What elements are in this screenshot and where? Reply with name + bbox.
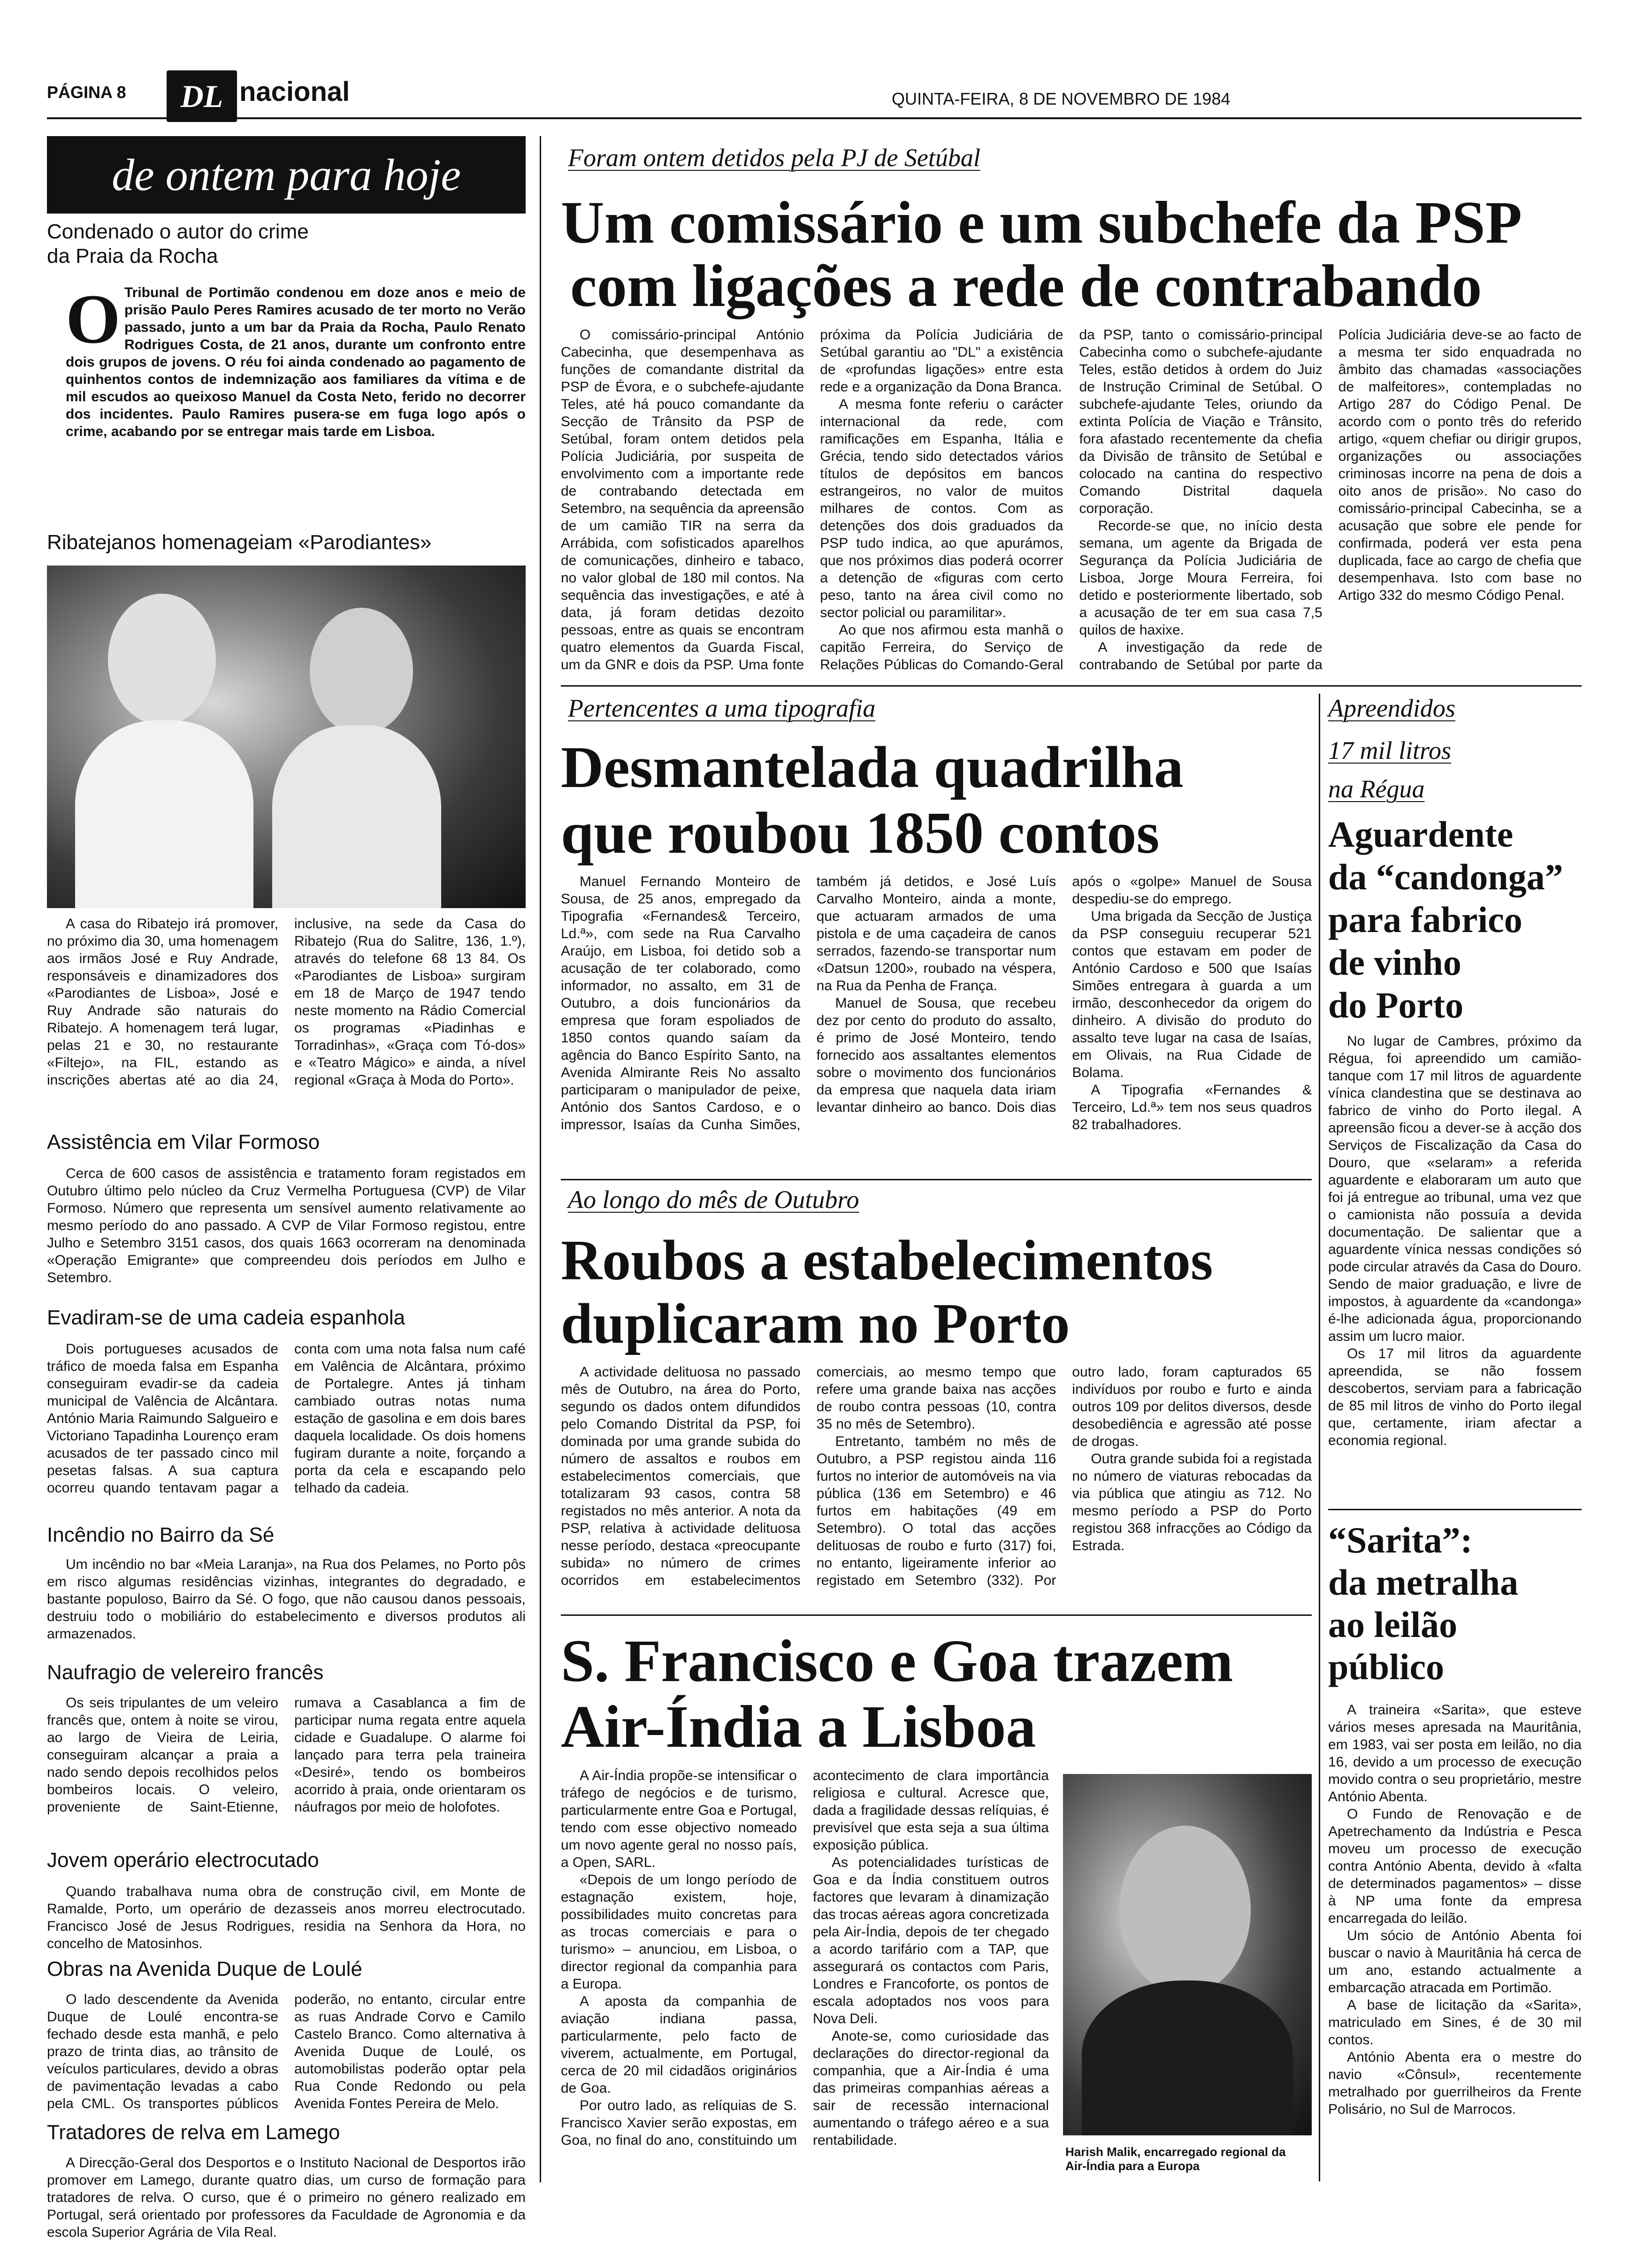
- photo-caption: Harish Malik, encarregado regional da Air-Índia para a Europa: [1065, 2145, 1286, 2173]
- story-roubos-text: A actividade delituosa no passado mês de Outubro, na área do Porto, segundo os dados ontem difundidos pelo Comando Distrital da PSP, foi dominada por uma grande subida do número de assaltos e roubos em estabelecimentos comerciais, que totalizaram 93 casos, contra 58 registados no mês anterior. A nota da PSP, relativa à actividade delituosa nesse período, destaca «preocupante subida» no número de crimes ocorridos em estabelecimentos comerciais, ao mesmo tempo que refere uma grande baixa nas acções de roubo contra pessoas (10, contra 35 no mês de Setembro).: [561, 1364, 1056, 1588]
- sidebar-item-text: Cerca de 600 casos de assistência e tratamento foram registados em Outubro último pelo núcleo da Cruz Vermelha Portuguesa (CVP) de Vilar Formoso. Número que representa um sensível aumento relativamente ao mesmo período do ano passado. A CVP de Vilar Formoso registou, entre Julho e Setembro 3151 casos, dos quais 1663 ocorreram na denominada «Operação Emigrante» que compreendeu dois períodos em Julho e Setembro.: [47, 1166, 526, 1285]
- logo: [167, 70, 237, 122]
- story-psp-text: A mesma fonte referiu o carácter internacional da rede, com ramificações em Espanha, Itália e Grécia, tendo sido detectados vários títulos de depósitos em bancos estrangeiros, no valor de muitos milhares de contos. Com as detenções dos dois graduados da PSP tudo indica, ao que apurámos, que nos próximos dias poderá ocorrer a detenção de «figuras com certo peso, tanto na área civil como no sector policial ou paramilitar».: [820, 397, 1063, 620]
- section-name: nacional: [239, 76, 350, 107]
- story-aguardente-kicker: na Régua: [1328, 775, 1425, 803]
- story-sarita-text: A base de licitação da «Sarita», matriculado em Sines, é de 30 mil contos.: [1328, 1997, 1582, 2048]
- story-roubos-headline-1: Roubos a estabelecimentos: [561, 1229, 1213, 1292]
- story-sarita-body: [1328, 1701, 1582, 2175]
- sidebar-item-text: Tribunal de Portimão condenou em doze anos e meio de prisão Paulo Peres Ramires acusado de ter morto no Verão passado, junto a um bar da Praia da Rocha, Paulo Renato Rodrigues Costa, de 21 anos, durante um confronto entre dois grupos de jovens. O réu foi ainda condenado ao pagamento de quinhentos contos de indemnização aos familiares da vítima e de mil escudos ao queixoso Manuel da Costa Neto, ferido no decorrer dos incidentes. Paulo Ramires pusera-se em fuga logo após o crime, acabando por se entregar mais tarde em Lisboa.: [66, 285, 526, 439]
- sidebar: [47, 136, 526, 2240]
- drop-cap: O: [66, 280, 121, 358]
- story-airindia-text: «Depois de um longo período de estagnação existem, hoje, possibilidades muito concretas para as trocas comerciais e para o turismo» – anunciou, em Lisboa, o director regional da companhia para a Europa.: [561, 1872, 797, 1992]
- story-roubos-body: [561, 1363, 1312, 1607]
- sidebar-item-text: Dois portugueses acusados de tráfico de moeda falsa em Espanha conseguiram evadir-se da cadeia municipal de Valência de Alcântara. António Maria Raimundo Salgueiro e Victoriano Tapadinha Lourenço eram acusados de ter passado cinco mil pesetas falsas. A sua captura ocorreu quando tentavam pagar a conta com uma nota falsa num café em Valência de Alcântara, próximo de Portalegre. Antes já tinham cambiado outras notas numa estação de gasolina e em dois bares daquela localidade. Os dois homens fugiram durante a noite, forçando a porta da cela e escapando pelo telhado da cadeia.: [47, 1341, 526, 1496]
- sidebar-item-title: Jovem operário electrocutado: [47, 1849, 319, 1872]
- sidebar-item-text: Um incêndio no bar «Meia Laranja», na Rua dos Pelames, no Porto pôs em risco algumas residências vizinhas, integrantes do degradado, e bastante populoso, Bairro da Sé. O fogo, que não causou danos pessoais, destruiu todo o mobiliário do estabelecimento e diversos produtos ali armazenados.: [47, 1557, 526, 1642]
- story-aguardente-body: [1328, 1032, 1582, 1502]
- story-quadrilha-body: [561, 873, 1312, 1164]
- story-airindia-headline-1: S. Francisco e Goa trazem: [561, 1628, 1233, 1694]
- story-divider: [561, 1179, 1312, 1180]
- story-psp-text: O comissário-principal António Cabecinha, que desempenhava as funções de comandante distrital da PSP de Évora, e o subchefe-ajudante Teles, até há pouco comandante da Secção de Trânsito da PSP de Setúbal, foram ontem detidos pela Polícia Judiciária, por suspeita de envolvimento com a importante rede de contrabando detectada em Setembro, na sequência da apreensão de um camião TIR na serra da Arrábida, com sofisticados aparelhos de comunicações, dinheiro e tabaco, no valor global de 180 mil contos. Na sequência das investigações, e até à data, já foram detidas dezoito pessoas, entre as quais se encontram quatro elementos da Guarda Fiscal, um da GNR e dois da PSP. Uma fonte próxima da Polícia Judiciária de Setúbal garantiu ao "DL" a existência de «profundas ligações» entre esta rede e a organização da Dona Branca.: [561, 327, 1063, 673]
- story-aguardente-headline: Aguardente: [1328, 814, 1514, 855]
- sidebar-item-body: [47, 1556, 526, 1661]
- sidebar-item-title: Naufragio de velereiro francês: [47, 1661, 324, 1684]
- story-airindia-text: A aposta da companhia de aviação indiana passa, particularmente, pelo facto de viverem, actualmente, em Portugal, cerca de 20 mil cidadãos originários de Goa.: [561, 1994, 797, 2096]
- story-sarita-text: O Fundo de Renovação e de Apetrechamento da Indústria e Pesca moveu um processo de execução contra António Abenta, devido à «falta de determinados pagamentos» – disse à NP uma fonte da empresa encarregada do leilão.: [1328, 1806, 1582, 1926]
- story-sarita-headline: da metralha: [1328, 1562, 1519, 1603]
- story-psp-text: Recorde-se que, no início desta semana, um agente da Brigada de Segurança da Polícia Judiciária de Lisboa, Jorge Moura Ferreira, foi detido e posteriormente libertado, sob a acusação de ter em sua casa 7,5 quilos de haxixe.: [1079, 518, 1323, 638]
- sidebar-item-text: Os seis tripulantes de um veleiro francês que, ontem à noite se virou, ao largo de Vieira de Leiria, conseguiram alcançar a praia a nado sendo depois recolhidos pelos bombeiros locais. O veleiro, proveniente de Saint-Etienne, rumava a Casablanca a fim de participar numa regata entre aquela cidade e Guadalupe. O alarme foi lançado para terra pela traineira «Desiré», tendo os bombeiros acorrido à praia, onde orientaram os náufragos por meio de holofotes.: [47, 1695, 526, 1815]
- story-sarita-headline: público: [1328, 1646, 1445, 1687]
- story-airindia-text: As potencialidades turísticas de Goa e da Índia constituem outros factores que levaram à dinamização das trocas aéreas agora concretizada pela Air-Índia, depois de ter chegado a acordo tarifário com a TAP, que assegurará os contactos com Paris, Londres e Francoforte, os pontos de escala adoptados nos voos para Nova Deli.: [813, 1855, 1049, 2026]
- story-aguardente-text: No lugar de Cambres, próximo da Régua, foi apreendido um camião-tanque com 17 mil litros de aguardente vínica clandestina que se destinava ao fabrico de vinho do Porto ilegal. A apreensão ficou a dever-se à acção dos Serviços de Fiscalização da Casa do Douro, que «selaram» a referida aguardente e elaboraram um auto que foi já entregue ao tribunal, uma vez que o camionista não possuía a devida documentação. De salientar que a aguardente vínica nessas condições só pode circular através da Casa do Douro. Sendo de maior graduação, e livre de impostos, à aguardente da «candonga» é-lhe adicionada água, proporcionando assim um lucro maior.: [1328, 1033, 1582, 1344]
- story-quadrilha-text: Manuel Fernando Monteiro de Sousa, de 25 anos, empregado da Tipografia «Fernandes& Terceiro, Ld.ª», com sede na Rua Carvalho Araújo, em Lisboa, foi detido sob a acusação de ter colaborado, como informador, no assalto, em 31 de Outubro, a dois funcionários da empresa que foram espoliados de 1850 contos quando saíam da agência do Banco Espírito Santo, na Avenida Almirante Reis No assalto participaram o manipulador de peixe, António dos Santos Cardoso, e o impressor, Isaías da Cunha Simões, também já detidos, e José Luís Carvalho Monteiro, ainda a monte, que actuaram armados de uma pistola e de uma caçadeira de canos serrados, fazendo-se transportar num «Datsun 1200», roubado na véspera, na Rua da Penha de França.: [561, 874, 1056, 1132]
- issue-date: QUINTA-FEIRA, 8 DE NOVEMBRO DE 1984: [892, 89, 1231, 108]
- story-divider: [561, 685, 1582, 687]
- story-sarita-headline: ao leilão: [1328, 1604, 1458, 1645]
- sidebar-banner: [47, 136, 526, 214]
- story-psp-body: [561, 326, 1582, 678]
- page-number: PÁGINA 8: [47, 83, 126, 102]
- sidebar-item-title: Condenado o autor do crime da Praia da Rocha: [47, 220, 309, 268]
- sidebar-item-text: A casa do Ribatejo irá promover, no próximo dia 30, uma homenagem aos irmãos José e Ruy Andrade, responsáveis e dinamizadores dos «Parodiantes de Lisboa», José e Ruy Andrade são naturais do Ribatejo. A homenagem terá lugar, pelas 21 e 30, no restaurante «Filtejo», na FIL, estando as inscrições abertas até ao dia 24, inclusive, na sede da Casa do Ribatejo (Rua do Salitre, 136, 1.º), através do telefone 68 13 84. Os «Parodiantes de Lisboa» surgiram em 18 de Março de 1947 tendo neste momento na Rádio Comercial os programas «Piadinhas e Torradinhas», «Graça com Tó-dos» e «Teatro Mágico» e ainda, a nível regional «Graça à Moda do Porto».: [47, 916, 526, 1088]
- story-quadrilha-headline-2: que roubou 1850 contos: [561, 801, 1160, 866]
- sidebar-item-body: [47, 1694, 526, 1849]
- sidebar-item-body: [66, 280, 526, 521]
- sidebar-item-body: [47, 1340, 526, 1524]
- sidebar-item-title: Ribatejanos homenageiam «Parodiantes»: [47, 531, 432, 554]
- story-roubos-text: Entretanto, também no mês de Outubro, a PSP registou ainda 116 furtos no interior de automóveis na via pública (136 em Setembro) e 46 furtos em habitações (49 em Setembro). O total das acções delituosas de roubo e furto (317) foi, no entanto, ligeiramente inferior ao registado em Setembro (332). Por outro lado, foram capturados 65 indivíduos por roubo e furto e ainda outros 109 por delitos diversos, desde desobediência e agressão até posse de drogas.: [816, 1364, 1312, 1588]
- story-roubos-headline-2: duplicaram no Porto: [561, 1292, 1070, 1355]
- sidebar-banner-text: de ontem para hoje: [112, 150, 461, 200]
- story-roubos-kicker: Ao longo do mês de Outubro: [568, 1185, 859, 1214]
- logo-letters: DL: [180, 78, 223, 114]
- story-psp-headline-2: com ligações a rede de contrabando: [570, 252, 1482, 319]
- story-psp-text: Ao que nos afirmou esta manhã o capitão Ferreira, do Serviço de Relações Públicas do Comando-Geral da PSP, tanto o comissário-principal Cabecinha como o subchefe-ajudante Teles, estão detidos à ordem do Juiz de Instrução Criminal de Setúbal. O subchefe-ajudante Teles, oriundo da extinta Polícia de Viação e Trânsito, fora afastado recentemente da chefia da Divisão de trânsito de Setúbal e colocado na cantina do respectivo Comando Distrital daquela corporação.: [820, 327, 1323, 673]
- story-roubos-text: Outra grande subida foi a registada no número de viaturas rebocadas da via pública que atingiu as 712. No mesmo período a PSP do Porto registou 368 infracções ao Código da Estrada.: [1072, 1451, 1312, 1553]
- sidebar-item-title: Obras na Avenida Duque de Loulé: [47, 1957, 362, 1980]
- story-aguardente-headline: de vinho: [1328, 942, 1461, 983]
- story-airindia-body: [561, 1767, 1049, 2171]
- photo-harish-malik: [1063, 1774, 1312, 2135]
- header-rule: [47, 117, 1582, 119]
- story-sarita-text: A traineira «Sarita», que esteve vários meses apresada na Mauritânia, em 1983, vai ser posta em leilão, no dia 16, devido a um processo de execução movido contra o seu proprietário, mestre António Abenta.: [1328, 1702, 1582, 1805]
- sidebar-item-body: [47, 1165, 526, 1306]
- sidebar-item-title: Tratadores de relva em Lamego: [47, 2121, 340, 2144]
- sidebar-item-text: O lado descendente da Avenida Duque de Loulé encontra-se fechado desde esta manhã, e pelo prazo de trinta dias, ao trânsito de veículos particulares, devido a obras de pavimentação levadas a cabo pela CML. Os transportes públicos poderão, no entanto, circular entre as ruas Andrade Corvo e Camilo Castelo Branco. Como alternativa à Avenida Duque de Loulé, os automobilistas poderão optar pela Rua Conde Redondo ou pela Avenida Fontes Pereira de Melo.: [47, 1992, 526, 2111]
- column-rule: [540, 136, 541, 2182]
- sidebar-item-body: [47, 1991, 526, 2127]
- sidebar-item-body: [47, 915, 526, 1131]
- story-aguardente-text: Os 17 mil litros da aguardente apreendida, se não fossem descobertos, serviam para a fabricação de 85 mil litros de vinho do Porto ilegal que, certamente, iriam afectar a economia regional.: [1328, 1346, 1582, 1448]
- story-divider: [1328, 1509, 1582, 1510]
- story-quadrilha-text: A Tipografia «Fernandes & Terceiro, Ld.ª» tem nos seus quadros 82 trabalhadores.: [1072, 1082, 1312, 1132]
- sidebar-item-title: Assistência em Vilar Formoso: [47, 1131, 320, 1154]
- story-airindia-text: Anote-se, como curiosidade das declarações do director-regional da companhia, que a Air-Índia é uma das primeiras companhias aéreas a sair de recessão internacional aumentando o tráfego aéreo e a sua rentabilidade.: [813, 2028, 1049, 2148]
- story-airindia-text: Por outro lado, as relíquias de S. Francisco Xavier serão expostas, em Goa, no final do ano, constituindo um acontecimento de clara importância religiosa e cultural. Acresce que, dada a fragilidade dessas relíquias, é previsível que esta seja a sua última exposição pública.: [561, 1768, 1049, 2148]
- sidebar-item-text: Quando trabalhava numa obra de construção civil, em Monte de Ramalde, Porto, um operário de dezasseis anos morreu electrocutado. Francisco José de Jesus Rodrigues, residia na Senhora da Hora, no concelho de Matosinhos.: [47, 1884, 526, 1951]
- story-sarita-headline: “Sarita”:: [1328, 1520, 1473, 1560]
- story-quadrilha-text: Manuel de Sousa, que recebeu dez por cento do produto do assalto, é primo de José Monteiro, tendo fornecido aos assaltantes elementos sobre o movimento dos funcionários da empresa que naquela data iriam levantar dinheiro ao banco. Dois dias após o «golpe» Manuel de Sousa despediu-se do emprego.: [816, 874, 1312, 1115]
- sidebar-item-text: A Direcção-Geral dos Desportos e o Instituto Nacional de Desportos irão promover em Lamego, durante quatro dias, um curso de formação para tratadores de relva. O curso, que é o primeiro no género realizado em Portugal, será orientado por professores da Faculdade de Agronomia e da escola Superior Agrária de Vila Real.: [47, 2155, 526, 2240]
- story-quadrilha-kicker: Pertencentes a uma tipografia: [568, 694, 876, 722]
- sidebar-item-title: Evadiram-se de uma cadeia espanhola: [47, 1306, 405, 1329]
- story-aguardente-headline: da “candonga”: [1328, 856, 1563, 897]
- story-aguardente-headline: do Porto: [1328, 985, 1464, 1025]
- sidebar-item-body: [47, 1883, 526, 1953]
- story-sarita-text: António Abenta era o mestre do navio «Cônsul», recentemente metralhado por guerrilheiros da Frente Polisário, no Sul de Marrocos.: [1328, 2049, 1582, 2117]
- story-psp-kicker: Foram ontem detidos pela PJ de Setúbal: [568, 144, 980, 172]
- story-divider: [561, 1614, 1312, 1616]
- story-psp-text: A investigação da rede de contrabando de Setúbal por parte da Polícia Judiciária deve-se ao facto de a mesma ter sido enquadrada no âmbito das chamadas «associações de malfeitores», contempladas no Artigo 287 do Código Penal. De acordo com o ponto três do referido artigo, «quem chefiar ou dirigir grupos, organizações ou associações criminosas incorre na pena de dois a oito anos de prisão». No caso do comissário-principal Cabecinha, se a acusação que sobre ele pende for confirmada, poderá ver esta pena duplicada, face ao cargo de chefia que desempenhava. Isto com base no Artigo 332 do mesmo Código Penal.: [1079, 327, 1582, 673]
- story-aguardente-headline: para fabrico: [1328, 899, 1522, 940]
- story-aguardente-kicker: 17 mil litros: [1328, 736, 1452, 765]
- story-quadrilha-headline-1: Desmantelada quadrilha: [561, 735, 1184, 800]
- story-airindia-text: A Air-Índia propõe-se intensificar o tráfego de negócios e de turismo, particularmente entre Goa e Portugal, tendo com esse objectivo nomeado um novo agente geral no nosso país, a Open, SARL.: [561, 1768, 797, 1870]
- sidebar-item-title: Incêndio no Bairro da Sé: [47, 1523, 275, 1546]
- story-quadrilha-text: Uma brigada da Secção de Justiça da PSP conseguiu recuperar 521 contos que estavam em poder de António Cardoso e 500 que Isaías Simões entregara à guarda a um irmão, desconhecedor da origem do dinheiro. A divisão do produto do assalto teve lugar na casa de Isaías, em Olivais, na Rua Cidade de Bolama.: [1072, 909, 1312, 1080]
- column-rule: [1319, 694, 1320, 2181]
- sidebar-item-body: [47, 2154, 526, 2248]
- story-airindia-headline-2: Air-Índia a Lisboa: [561, 1693, 1036, 1760]
- story-aguardente-kicker: Apreendidos: [1328, 694, 1455, 722]
- story-psp-headline-1: Um comissário e um subchefe da PSP: [561, 189, 1522, 256]
- story-sarita-text: Um sócio de António Abenta foi buscar o navio à Mauritânia há cerca de um ano, estando actualmente a embarcação atracada em Portimão.: [1328, 1928, 1582, 1996]
- photo-parodiantes: [47, 566, 526, 908]
